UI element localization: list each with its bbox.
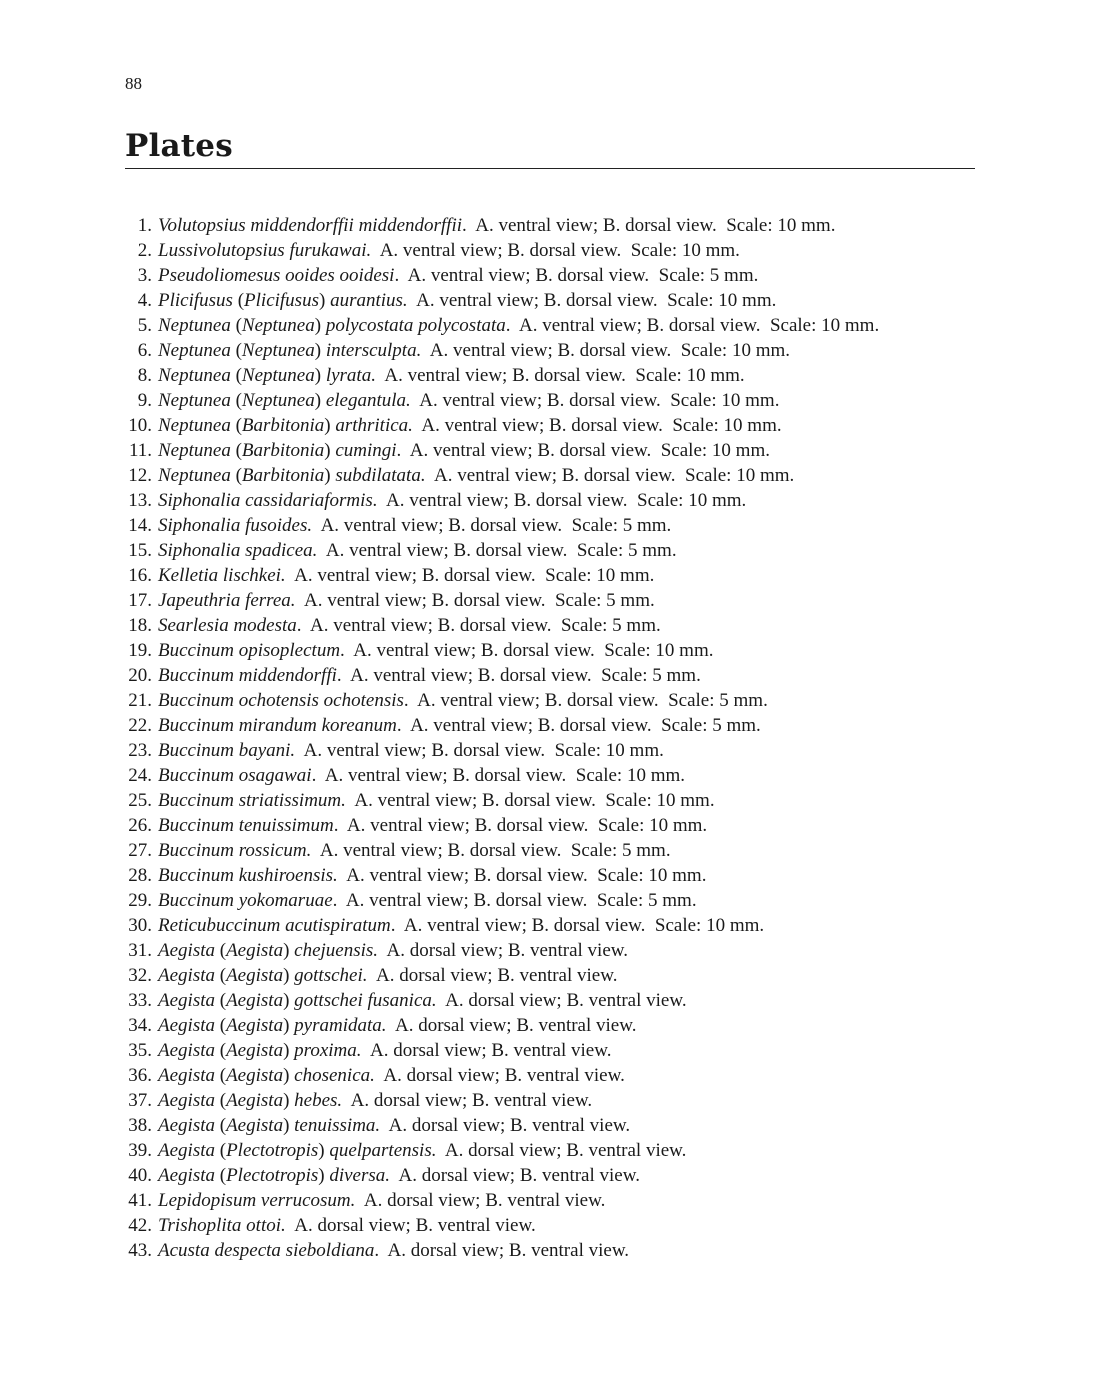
species-name: Barbitonia — [241, 415, 325, 436]
species-name: Plectotropis — [226, 1165, 319, 1186]
plate-caption-text — [158, 338, 790, 363]
plate-caption — [120, 313, 1000, 338]
species-name: Buccinum tenuissimum — [158, 815, 334, 836]
plate-caption-text — [158, 813, 707, 838]
plate-number: 22. — [128, 715, 152, 736]
plate-caption — [120, 538, 1000, 563]
species-name: Barbitonia — [241, 465, 325, 486]
plate-caption-text — [158, 1088, 592, 1113]
plate-number: 5. — [137, 315, 152, 336]
plate-caption-text — [158, 288, 776, 313]
species-name: tenuissima. — [294, 1115, 381, 1136]
plate-number: 4. — [137, 290, 152, 311]
plate-caption — [120, 863, 1000, 888]
page-number: 88 — [125, 74, 142, 93]
plate-caption-text — [158, 763, 685, 788]
plate-caption-text — [158, 938, 628, 963]
plate-number: 18. — [128, 615, 152, 636]
species-name: Aegista — [158, 1140, 215, 1161]
caption-text: . A. ventral view; B. dorsal view. Scale: 10 mm. — [390, 915, 765, 936]
caption-text: A. ventral view; B. dorsal view. Scale: 10 mm. — [410, 390, 780, 411]
plate-caption — [120, 413, 1000, 438]
caption-text: ) — [283, 1040, 295, 1061]
heading-rule — [125, 168, 975, 169]
caption-text: A. ventral view; B. dorsal view. Scale: 10 mm. — [285, 565, 655, 586]
caption-text: ) — [283, 965, 295, 986]
plate-caption — [120, 263, 1000, 288]
caption-text: ( — [215, 1165, 227, 1186]
plate-caption-text — [158, 888, 697, 913]
species-name: quelpartensis. — [329, 1140, 437, 1161]
section-heading: Plates — [125, 128, 233, 164]
plate-caption-text — [158, 413, 782, 438]
plate-caption-text — [158, 513, 671, 538]
plate-number: 37. — [128, 1090, 152, 1111]
plate-caption-text — [158, 838, 671, 863]
plate-caption — [120, 488, 1000, 513]
plate-number: 31. — [128, 940, 152, 961]
caption-text: ) — [283, 990, 295, 1011]
species-name: Aegista — [226, 965, 284, 986]
species-name: Aegista — [158, 1065, 215, 1086]
caption-text: . A. ventral view; B. dorsal view. Scale: 5 mm. — [394, 265, 759, 286]
caption-text: ( — [230, 390, 242, 411]
caption-text: ( — [230, 465, 242, 486]
species-name: Aegista — [226, 1065, 284, 1086]
caption-text: A. ventral view; B. dorsal view. Scale: 10 mm. — [425, 465, 795, 486]
plate-number: 42. — [128, 1215, 152, 1236]
caption-text: ) — [283, 940, 295, 961]
species-name: Neptunea — [158, 365, 231, 386]
caption-text: ( — [230, 340, 242, 361]
plate-caption — [120, 963, 1000, 988]
plate-caption — [120, 1013, 1000, 1038]
caption-text: . A. ventral view; B. dorsal view. Scale: 5 mm. — [403, 690, 768, 711]
caption-text: ) — [318, 1140, 330, 1161]
plate-caption — [120, 938, 1000, 963]
plate-caption — [120, 1188, 1000, 1213]
plate-number: 33. — [128, 990, 152, 1011]
plate-number: 29. — [128, 890, 152, 911]
plate-number: 27. — [128, 840, 152, 861]
species-name: arthritica. — [335, 415, 413, 436]
species-name: Aegista — [226, 940, 284, 961]
species-name: Aegista — [226, 990, 284, 1011]
species-name: Aegista — [158, 965, 215, 986]
species-name: Buccinum yokomaruae — [158, 890, 333, 911]
plate-number: 35. — [128, 1040, 152, 1061]
plate-caption — [120, 988, 1000, 1013]
plate-number: 21. — [128, 690, 152, 711]
plate-caption-text — [158, 663, 701, 688]
species-name: Japeuthria ferrea. — [158, 590, 296, 611]
plate-number: 36. — [128, 1065, 152, 1086]
caption-text: ( — [230, 440, 242, 461]
species-name: Neptunea — [158, 415, 231, 436]
caption-text: ( — [215, 1015, 227, 1036]
species-name: Trishoplita ottoi. — [158, 1215, 286, 1236]
caption-text: A. dorsal view; B. ventral view. — [436, 1140, 687, 1161]
caption-text: A. dorsal view; B. ventral view. — [436, 990, 687, 1011]
plate-number: 39. — [128, 1140, 152, 1161]
plate-number: 1. — [137, 215, 152, 236]
plate-caption — [120, 588, 1000, 613]
species-name: Aegista — [158, 1040, 215, 1061]
plate-number: 38. — [128, 1115, 152, 1136]
caption-text: ) — [283, 1065, 295, 1086]
plate-caption — [120, 288, 1000, 313]
plate-caption-text — [158, 1138, 686, 1163]
plate-number: 40. — [128, 1165, 152, 1186]
plate-caption — [120, 763, 1000, 788]
plate-caption-text — [158, 688, 768, 713]
plate-caption — [120, 1238, 1000, 1263]
species-name: chosenica. — [294, 1065, 375, 1086]
plate-caption — [120, 1163, 1000, 1188]
plate-caption — [120, 1138, 1000, 1163]
species-name: Aegista — [158, 1090, 215, 1111]
species-name: Acusta despecta sieboldiana — [158, 1240, 375, 1261]
caption-text: A. dorsal view; B. ventral view. — [380, 1115, 631, 1136]
caption-text: A. ventral view; B. dorsal view. Scale: 10 mm. — [345, 790, 715, 811]
species-name: lyrata. — [325, 365, 376, 386]
caption-text: ( — [230, 415, 242, 436]
species-name: Lepidopisum verrucosum. — [158, 1190, 356, 1211]
caption-text: . A. ventral view; B. dorsal view. Scale: 10 mm. — [505, 315, 880, 336]
plate-number: 6. — [137, 340, 152, 361]
caption-text: A. ventral view; B. dorsal view. Scale: 5 mm. — [311, 840, 671, 861]
species-name: Siphonalia spadicea. — [158, 540, 318, 561]
caption-text: A. ventral view; B. dorsal view. Scale: 10 mm. — [377, 490, 747, 511]
plate-caption-text — [158, 1188, 605, 1213]
plate-caption — [120, 1063, 1000, 1088]
species-name: Aegista — [158, 1015, 215, 1036]
plate-number: 30. — [128, 915, 152, 936]
species-name: Aegista — [226, 1040, 284, 1061]
species-name: Aegista — [158, 990, 215, 1011]
plate-number: 17. — [128, 590, 152, 611]
species-name: Buccinum kushiroensis. — [158, 865, 338, 886]
caption-text: A. ventral view; B. dorsal view. Scale: 10 mm. — [371, 240, 740, 261]
species-name: Neptunea — [241, 340, 315, 361]
plate-caption — [120, 638, 1000, 663]
caption-text: ) — [283, 1015, 295, 1036]
caption-text: ( — [215, 1115, 227, 1136]
plate-caption — [120, 513, 1000, 538]
species-name: Searlesia modesta — [158, 615, 297, 636]
plate-caption — [120, 663, 1000, 688]
caption-text: A. ventral view; B. dorsal view. Scale: 10 mm. — [421, 340, 791, 361]
plate-caption-text — [158, 613, 661, 638]
species-name: Buccinum bayani. — [158, 740, 296, 761]
plate-caption-text — [158, 1013, 636, 1038]
species-name: Buccinum middendorffi — [158, 665, 337, 686]
caption-text: ) — [314, 315, 326, 336]
caption-text: . A. ventral view; B. dorsal view. Scale: 5 mm. — [296, 615, 661, 636]
plate-number: 25. — [128, 790, 152, 811]
plate-number: 32. — [128, 965, 152, 986]
plate-caption — [120, 438, 1000, 463]
caption-text: ) — [314, 390, 326, 411]
caption-text: ( — [230, 315, 242, 336]
caption-text: A. dorsal view; B. ventral view. — [386, 1015, 637, 1036]
plate-caption — [120, 1113, 1000, 1138]
caption-text: ( — [215, 1040, 227, 1061]
species-name: Siphonalia cassidariaformis. — [158, 490, 378, 511]
caption-text: A. ventral view; B. dorsal view. Scale: 5 mm. — [312, 515, 672, 536]
species-name: Neptunea — [158, 340, 231, 361]
plate-number: 26. — [128, 815, 152, 836]
species-name: Neptunea — [158, 465, 231, 486]
plate-caption-text — [158, 963, 617, 988]
caption-text: ( — [215, 1065, 227, 1086]
caption-text: ) — [283, 1115, 295, 1136]
caption-text: A. dorsal view; B. ventral view. — [342, 1090, 593, 1111]
species-name: polycostata polycostata — [325, 315, 506, 336]
species-name: intersculpta. — [325, 340, 422, 361]
caption-text: ( — [215, 940, 227, 961]
plate-caption-text — [158, 363, 745, 388]
species-name: Lussivolutopsius furukawai. — [158, 240, 372, 261]
species-name: aurantius. — [330, 290, 408, 311]
caption-text: . A. ventral view; B. dorsal view. Scale: 10 mm. — [396, 440, 770, 461]
species-name: Buccinum ochotensis ochotensis — [158, 690, 404, 711]
species-name: Buccinum striatissimum. — [158, 790, 346, 811]
caption-text: A. dorsal view; B. ventral view. — [285, 1215, 536, 1236]
plate-caption-text — [158, 1213, 536, 1238]
caption-text: A. ventral view; B. dorsal view. Scale: 5 mm. — [295, 590, 655, 611]
plate-number: 19. — [128, 640, 152, 661]
caption-text: . A. ventral view; B. dorsal view. Scale: 10 mm. — [340, 640, 714, 661]
species-name: gottschei fusanica. — [294, 990, 437, 1011]
plate-caption-text — [158, 538, 677, 563]
species-name: gottschei. — [294, 965, 368, 986]
plate-number: 41. — [128, 1190, 152, 1211]
plate-number: 9. — [137, 390, 152, 411]
caption-text: ) — [318, 1165, 330, 1186]
plate-caption — [120, 1088, 1000, 1113]
species-name: Reticubuccinum acutispiratum — [158, 915, 391, 936]
plate-number: 43. — [128, 1240, 152, 1261]
plate-caption — [120, 338, 1000, 363]
caption-text: . A. ventral view; B. dorsal view. Scale: 10 mm. — [333, 815, 708, 836]
caption-text: ( — [215, 1090, 227, 1111]
plate-caption-text — [158, 1038, 611, 1063]
caption-text: . A. dorsal view; B. ventral view. — [374, 1240, 630, 1261]
species-name: Neptunea — [241, 315, 315, 336]
caption-text: . A. ventral view; B. dorsal view. Scale: 5 mm. — [396, 715, 761, 736]
plate-caption-text — [158, 563, 654, 588]
species-name: chejuensis. — [294, 940, 379, 961]
plate-number: 12. — [128, 465, 152, 486]
caption-text: ) — [318, 290, 331, 311]
plate-caption-text — [158, 438, 770, 463]
plate-caption-text — [158, 913, 764, 938]
plate-caption — [120, 688, 1000, 713]
caption-text: A. ventral view; B. dorsal view. Scale: 10 mm. — [375, 365, 745, 386]
plate-caption-text — [158, 788, 715, 813]
plate-number: 16. — [128, 565, 152, 586]
plate-caption-text — [158, 863, 706, 888]
species-name: Aegista — [226, 1115, 284, 1136]
plate-caption-text — [158, 263, 758, 288]
plate-number: 28. — [128, 865, 152, 886]
species-name: Aegista — [226, 1090, 284, 1111]
plates-list — [120, 213, 1000, 1263]
caption-text: A. ventral view; B. dorsal view. Scale: 10 mm. — [407, 290, 777, 311]
plate-caption — [120, 813, 1000, 838]
species-name: Buccinum osagawai — [158, 765, 312, 786]
caption-text: . A. ventral view; B. dorsal view. Scale: 5 mm. — [332, 890, 697, 911]
caption-text: ) — [324, 440, 336, 461]
plate-caption — [120, 838, 1000, 863]
plate-number: 2. — [137, 240, 152, 261]
caption-text: A. ventral view; B. dorsal view. Scale: 5 mm. — [317, 540, 677, 561]
caption-text: A. dorsal view; B. ventral view. — [361, 1040, 612, 1061]
species-name: Siphonalia fusoides. — [158, 515, 313, 536]
plate-number: 14. — [128, 515, 152, 536]
caption-text: ( — [215, 990, 227, 1011]
plate-caption — [120, 713, 1000, 738]
species-name: Aegista — [158, 940, 215, 961]
species-name: hebes. — [294, 1090, 343, 1111]
species-name: Neptunea — [241, 390, 315, 411]
species-name: Plicifusus — [244, 290, 319, 311]
caption-text: A. ventral view; B. dorsal view. Scale: 10 mm. — [412, 415, 782, 436]
caption-text: ) — [314, 340, 326, 361]
plate-number: 20. — [128, 665, 152, 686]
species-name: Pseudoliomesus ooides ooidesi — [158, 265, 395, 286]
plate-caption-text — [158, 588, 655, 613]
caption-text: ) — [314, 365, 326, 386]
species-name: Kelletia lischkei. — [158, 565, 286, 586]
species-name: Buccinum mirandum koreanum — [158, 715, 397, 736]
species-name: Buccinum opisoplectum — [158, 640, 341, 661]
plate-caption — [120, 463, 1000, 488]
species-name: Plicifusus — [158, 290, 233, 311]
species-name: Volutopsius middendorffii middendorffii — [158, 215, 463, 236]
plate-caption-text — [158, 738, 664, 763]
caption-text: A. ventral view; B. dorsal view. Scale: 10 mm. — [337, 865, 707, 886]
plate-caption — [120, 563, 1000, 588]
species-name: Barbitonia — [241, 440, 325, 461]
species-name: subdilatata. — [335, 465, 426, 486]
caption-text: A. dorsal view; B. ventral view. — [367, 965, 618, 986]
species-name: Neptunea — [158, 390, 231, 411]
plate-caption — [120, 913, 1000, 938]
plate-caption-text — [158, 1238, 629, 1263]
plate-caption — [120, 738, 1000, 763]
plate-number: 34. — [128, 1015, 152, 1036]
plate-number: 23. — [128, 740, 152, 761]
caption-text: . A. ventral view; B. dorsal view. Scale: 10 mm. — [462, 215, 836, 236]
plate-caption-text — [158, 1063, 625, 1088]
plate-caption-text — [158, 638, 713, 663]
caption-text: ( — [230, 365, 242, 386]
caption-text: A. ventral view; B. dorsal view. Scale: 10 mm. — [295, 740, 664, 761]
species-name: Neptunea — [158, 315, 231, 336]
plate-caption-text — [158, 238, 740, 263]
caption-text: ( — [215, 965, 227, 986]
caption-text: . A. ventral view; B. dorsal view. Scale: 10 mm. — [311, 765, 686, 786]
plate-caption-text — [158, 713, 761, 738]
plate-caption — [120, 238, 1000, 263]
plate-caption-text — [158, 1113, 630, 1138]
caption-text: ) — [324, 415, 336, 436]
plate-caption — [120, 788, 1000, 813]
plate-caption — [120, 363, 1000, 388]
caption-text: ( — [232, 290, 245, 311]
species-name: Neptunea — [241, 365, 315, 386]
species-name: Aegista — [226, 1015, 284, 1036]
plate-number: 3. — [137, 265, 152, 286]
plate-caption — [120, 1038, 1000, 1063]
species-name: cumingi — [335, 440, 397, 461]
plate-number: 13. — [128, 490, 152, 511]
species-name: pyramidata. — [294, 1015, 387, 1036]
caption-text: ( — [215, 1140, 227, 1161]
plate-caption-text — [158, 988, 687, 1013]
plate-caption — [120, 1213, 1000, 1238]
plate-number: 8. — [137, 365, 152, 386]
plate-number: 15. — [128, 540, 152, 561]
species-name: Aegista — [158, 1165, 215, 1186]
species-name: Neptunea — [158, 440, 231, 461]
plate-caption — [120, 613, 1000, 638]
caption-text: A. dorsal view; B. ventral view. — [374, 1065, 625, 1086]
plate-caption-text — [158, 463, 794, 488]
plate-caption — [120, 888, 1000, 913]
caption-text: A. dorsal view; B. ventral view. — [355, 1190, 606, 1211]
caption-text: A. dorsal view; B. ventral view. — [390, 1165, 640, 1186]
plate-number: 10. — [128, 415, 152, 436]
plate-caption — [120, 388, 1000, 413]
plate-number: 11. — [128, 440, 152, 461]
species-name: diversa. — [329, 1165, 391, 1186]
plate-caption — [120, 213, 1000, 238]
plate-number: 24. — [128, 765, 152, 786]
caption-text: ) — [283, 1090, 295, 1111]
plate-caption-text — [158, 488, 746, 513]
plate-caption-text — [158, 1163, 640, 1188]
caption-text: . A. ventral view; B. dorsal view. Scale: 5 mm. — [336, 665, 701, 686]
species-name: Buccinum rossicum. — [158, 840, 312, 861]
species-name: proxima. — [294, 1040, 362, 1061]
caption-text: ) — [324, 465, 336, 486]
plate-caption-text — [158, 388, 779, 413]
species-name: Aegista — [158, 1115, 215, 1136]
plate-caption-text — [158, 213, 835, 238]
species-name: elegantula. — [325, 390, 411, 411]
plate-caption-text — [158, 313, 879, 338]
caption-text: A. dorsal view; B. ventral view. — [378, 940, 629, 961]
species-name: Plectotropis — [226, 1140, 319, 1161]
